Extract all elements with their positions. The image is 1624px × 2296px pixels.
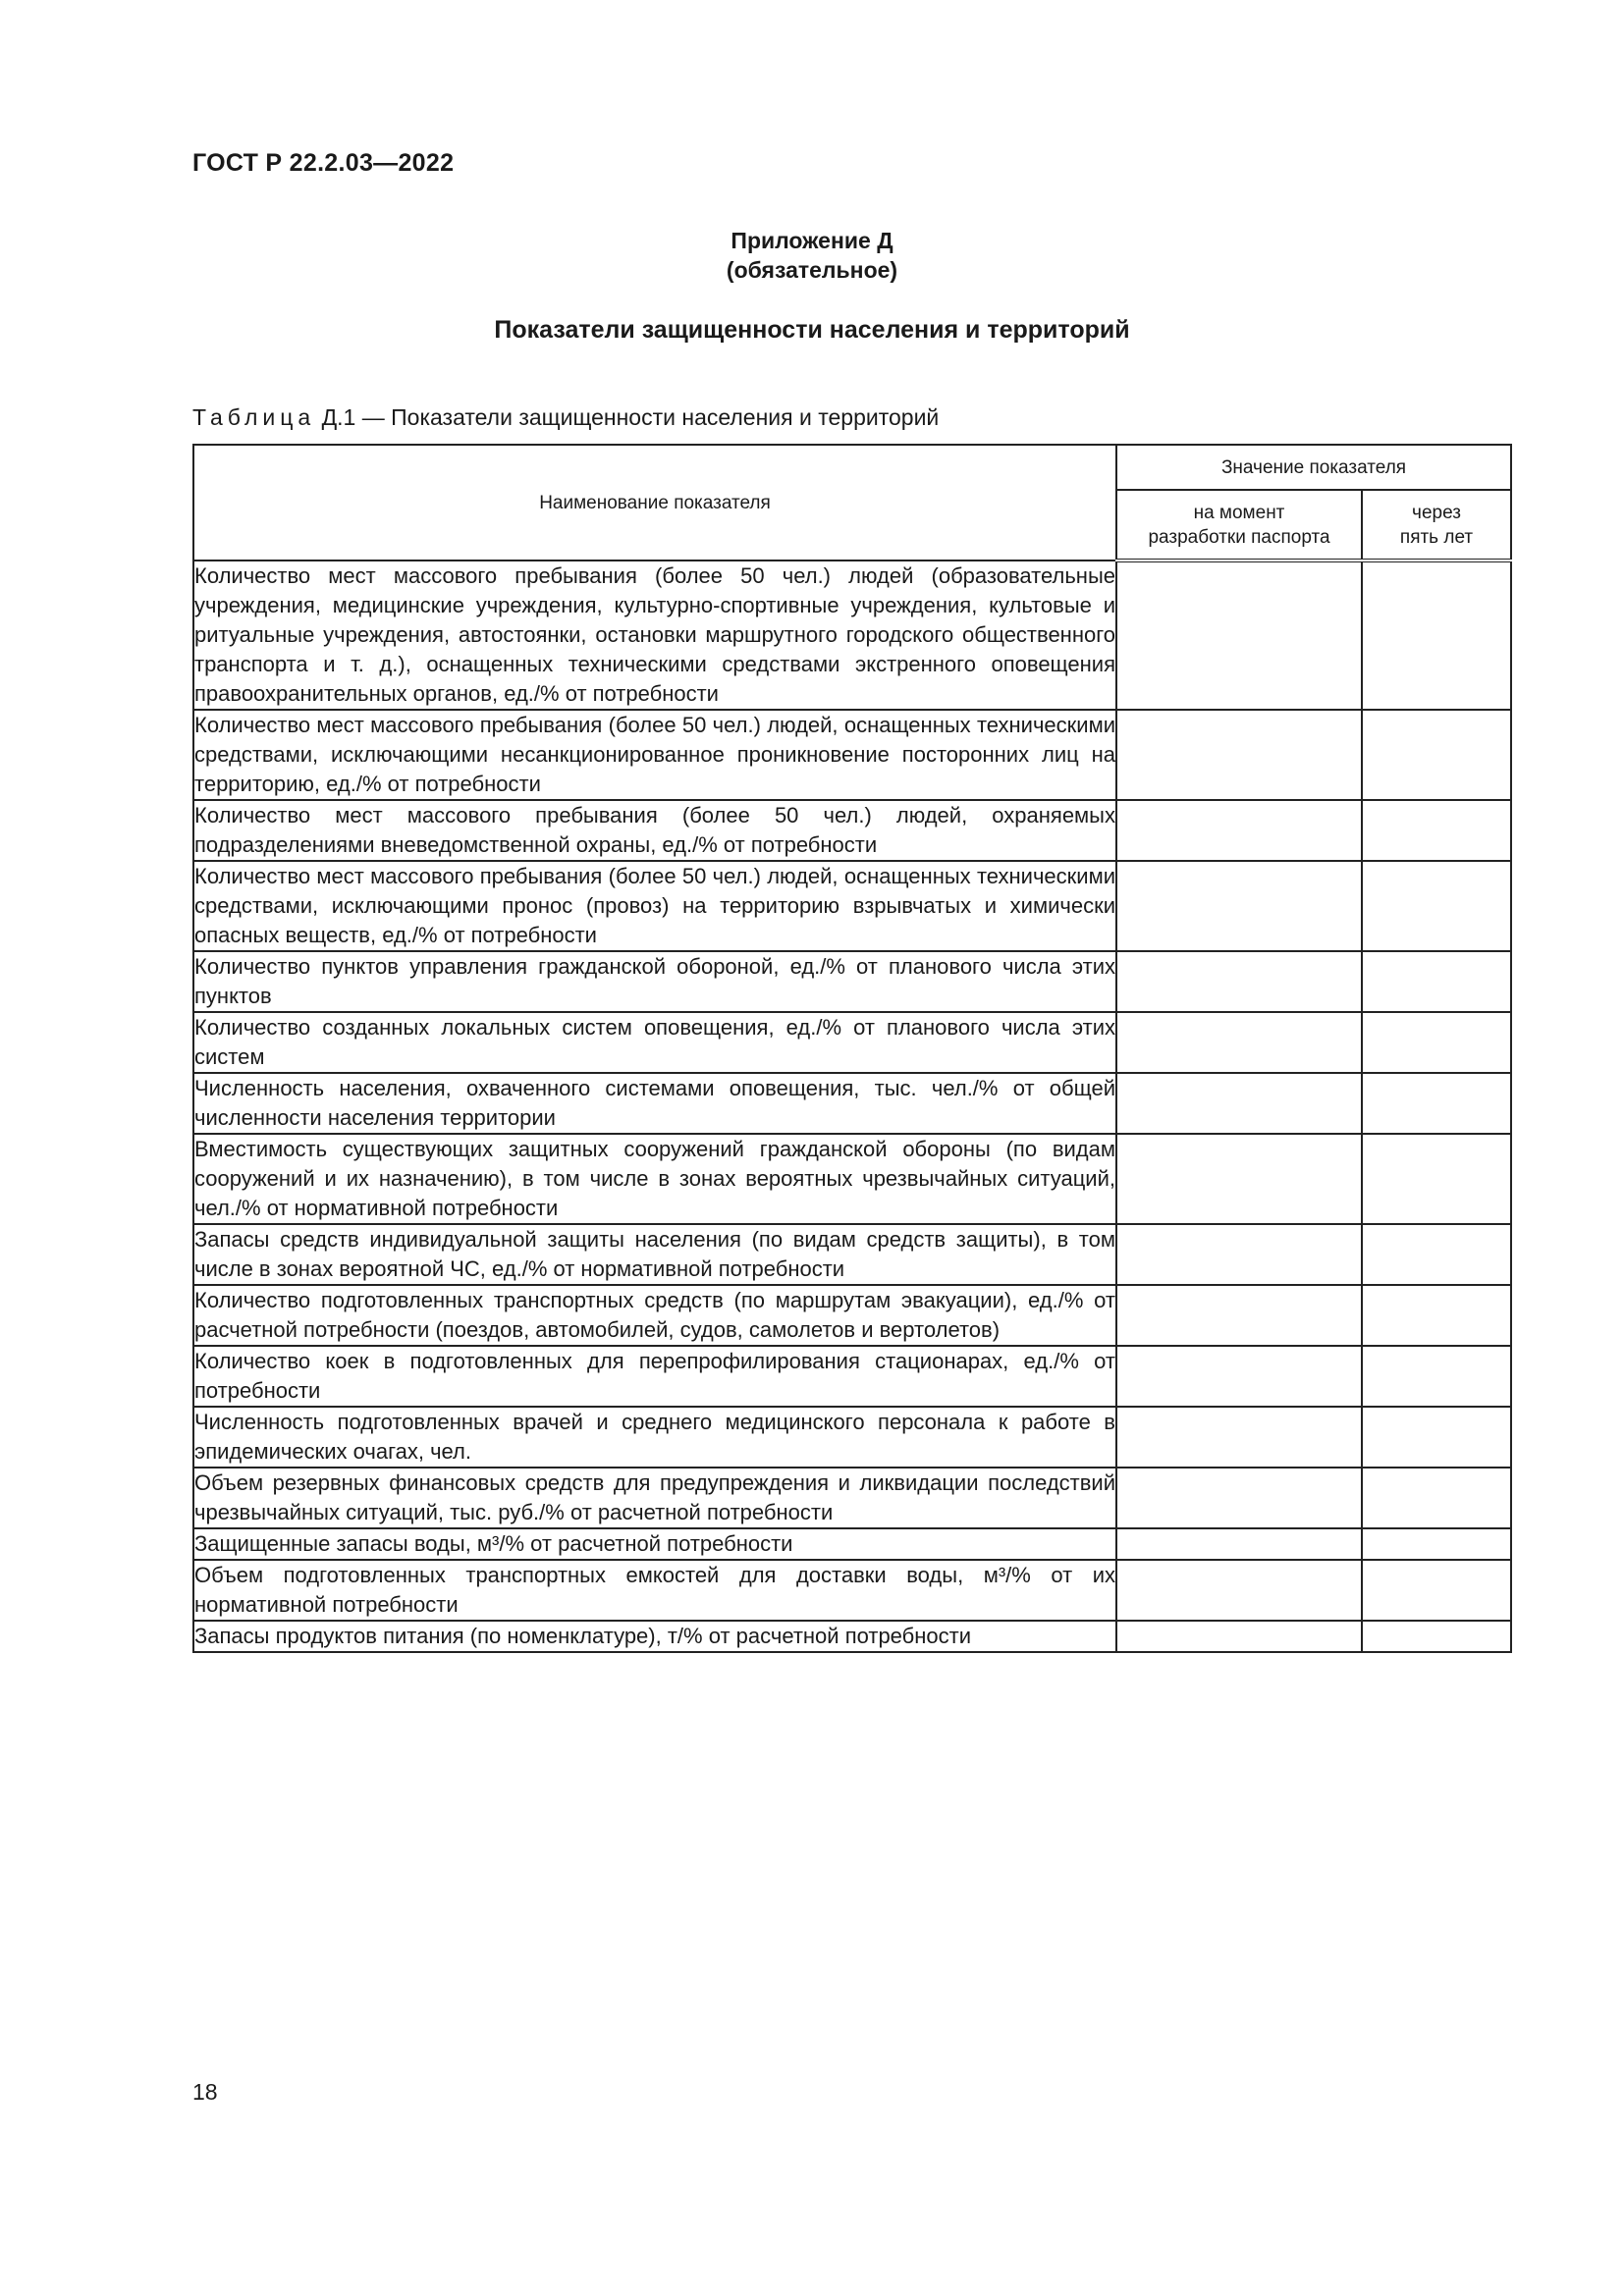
value-at-development-cell bbox=[1116, 1012, 1362, 1073]
value-in-five-years-cell bbox=[1362, 1285, 1511, 1346]
header-indicator-name: Наименование показателя bbox=[193, 445, 1116, 561]
value-in-five-years-cell bbox=[1362, 1073, 1511, 1134]
header-in-five-years bbox=[1362, 490, 1511, 561]
value-at-development-cell bbox=[1116, 1560, 1362, 1621]
value-in-five-years-cell bbox=[1362, 1468, 1511, 1528]
value-in-five-years-cell bbox=[1362, 1560, 1511, 1621]
value-at-development-cell bbox=[1116, 1621, 1362, 1652]
indicator-name-cell: Объем резервных финансовых средств для предупреждения и ликвидации последствий чрезвычайных ситуаций, тыс. руб./% от расчетной потребности bbox=[193, 1468, 1116, 1528]
value-in-five-years-cell bbox=[1362, 1528, 1511, 1560]
indicators-table bbox=[192, 444, 1512, 1653]
table-row bbox=[193, 1073, 1511, 1134]
value-in-five-years-cell bbox=[1362, 1134, 1511, 1224]
value-at-development-cell bbox=[1116, 1528, 1362, 1560]
indicator-name-cell: Количество созданных локальных систем оповещения, ед./% от планового числа этих систем bbox=[193, 1012, 1116, 1073]
table-caption-text: Д.1 — Показатели защищенности населения и территорий bbox=[315, 404, 940, 430]
annex-status: (обязательное) bbox=[726, 257, 898, 283]
table-row bbox=[193, 861, 1511, 951]
value-at-development-cell bbox=[1116, 861, 1362, 951]
indicator-rows bbox=[193, 561, 1511, 1652]
value-at-development-cell bbox=[1116, 1346, 1362, 1407]
value-at-development-cell bbox=[1116, 1285, 1362, 1346]
value-in-five-years-cell bbox=[1362, 1012, 1511, 1073]
table-row bbox=[193, 1285, 1511, 1346]
indicator-name-cell: Объем подготовленных транспортных емкостей для доставки воды, м³/% от их нормативной потребности bbox=[193, 1560, 1116, 1621]
indicator-name-cell: Количество коек в подготовленных для перепрофилирования стационарах, ед./% от потребности bbox=[193, 1346, 1116, 1407]
value-in-five-years-cell bbox=[1362, 1621, 1511, 1652]
value-in-five-years-cell bbox=[1362, 1224, 1511, 1285]
table-row bbox=[193, 1528, 1511, 1560]
indicator-name-cell: Количество мест массового пребывания (более 50 чел.) людей, оснащенных техническими средствами, исключающими пронос (провоз) на территорию взрывчатых и химически опасных веществ, ед./% от потребности bbox=[193, 861, 1116, 951]
value-at-development-cell bbox=[1116, 710, 1362, 800]
table-row bbox=[193, 1468, 1511, 1528]
value-in-five-years-cell bbox=[1362, 951, 1511, 1012]
value-at-development-cell bbox=[1116, 561, 1362, 710]
indicator-name-cell: Количество подготовленных транспортных средств (по маршрутам эвакуации), ед./% от расчетной потребности (поездов, автомобилей, судов, самолетов и вертолетов) bbox=[193, 1285, 1116, 1346]
indicator-name-cell: Количество мест массового пребывания (более 50 чел.) людей (образовательные учреждения, медицинские учреждения, культурно-спортивные учреждения, культовые и ритуальные учреждения, автостоянки, остановки маршрутного городского общественного транспорта и т. д.), оснащенных техническими средствами экстренного оповещения правоохранительных органов, ед./% от потребности bbox=[193, 561, 1116, 710]
value-in-five-years-cell bbox=[1362, 1346, 1511, 1407]
table-row bbox=[193, 1560, 1511, 1621]
annex-label: Приложение Д bbox=[731, 228, 893, 253]
annex-heading bbox=[0, 226, 1624, 285]
document-code: ГОСТ Р 22.2.03—2022 bbox=[192, 149, 455, 177]
header-in-five-years-line2: пять лет bbox=[1399, 526, 1474, 548]
header-at-development-line1: на момент bbox=[1193, 502, 1285, 523]
header-at-development-line2: разработки паспорта bbox=[1148, 526, 1330, 548]
value-in-five-years-cell bbox=[1362, 861, 1511, 951]
indicator-name-cell: Численность населения, охваченного системами оповещения, тыс. чел./% от общей численности населения территории bbox=[193, 1073, 1116, 1134]
indicator-name-cell: Количество мест массового пребывания (более 50 чел.) людей, охраняемых подразделениями вневедомственной охраны, ед./% от потребности bbox=[193, 800, 1116, 861]
table-row bbox=[193, 951, 1511, 1012]
value-at-development-cell bbox=[1116, 800, 1362, 861]
indicator-name-cell: Запасы средств индивидуальной защиты населения (по видам средств защиты), в том числе в зонах вероятной ЧС, ед./% от нормативной потребности bbox=[193, 1224, 1116, 1285]
header-indicator-value: Значение показателя bbox=[1116, 445, 1511, 490]
value-at-development-cell bbox=[1116, 951, 1362, 1012]
value-in-five-years-cell bbox=[1362, 1407, 1511, 1468]
table-caption-prefix: Таблица bbox=[192, 404, 316, 430]
table-row bbox=[193, 1134, 1511, 1224]
table-row bbox=[193, 800, 1511, 861]
value-at-development-cell bbox=[1116, 1073, 1362, 1134]
value-in-five-years-cell bbox=[1362, 710, 1511, 800]
table-row bbox=[193, 1012, 1511, 1073]
table-row bbox=[193, 1224, 1511, 1285]
annex-title: Показатели защищенности населения и территорий bbox=[494, 316, 1130, 344]
value-at-development-cell bbox=[1116, 1468, 1362, 1528]
indicator-name-cell: Количество мест массового пребывания (более 50 чел.) людей, оснащенных техническими средствами, исключающими несанкционированное проникновение посторонних лиц на территорию, ед./% от потребности bbox=[193, 710, 1116, 800]
table-row bbox=[193, 1346, 1511, 1407]
indicator-name-cell: Вместимость существующих защитных сооружений гражданской обороны (по видам сооружений и их назначению), в том числе в зонах вероятных чрезвычайных ситуаций, чел./% от нормативной потребности bbox=[193, 1134, 1116, 1224]
header-in-five-years-line1: через bbox=[1412, 502, 1461, 523]
header-at-development bbox=[1116, 490, 1362, 561]
value-at-development-cell bbox=[1116, 1134, 1362, 1224]
indicator-name-cell: Численность подготовленных врачей и среднего медицинского персонала к работе в эпидемических очагах, чел. bbox=[193, 1407, 1116, 1468]
table-row bbox=[193, 1621, 1511, 1652]
table-caption bbox=[192, 404, 939, 431]
table-row bbox=[193, 561, 1511, 710]
indicator-name-cell: Запасы продуктов питания (по номенклатуре), т/% от расчетной потребности bbox=[193, 1621, 1116, 1652]
table-row bbox=[193, 1407, 1511, 1468]
value-in-five-years-cell bbox=[1362, 561, 1511, 710]
indicator-name-cell: Количество пунктов управления гражданской обороной, ед./% от планового числа этих пунктов bbox=[193, 951, 1116, 1012]
table-row bbox=[193, 710, 1511, 800]
value-at-development-cell bbox=[1116, 1224, 1362, 1285]
indicator-name-cell: Защищенные запасы воды, м³/% от расчетной потребности bbox=[193, 1528, 1116, 1560]
page-number: 18 bbox=[192, 2079, 218, 2105]
value-in-five-years-cell bbox=[1362, 800, 1511, 861]
value-at-development-cell bbox=[1116, 1407, 1362, 1468]
